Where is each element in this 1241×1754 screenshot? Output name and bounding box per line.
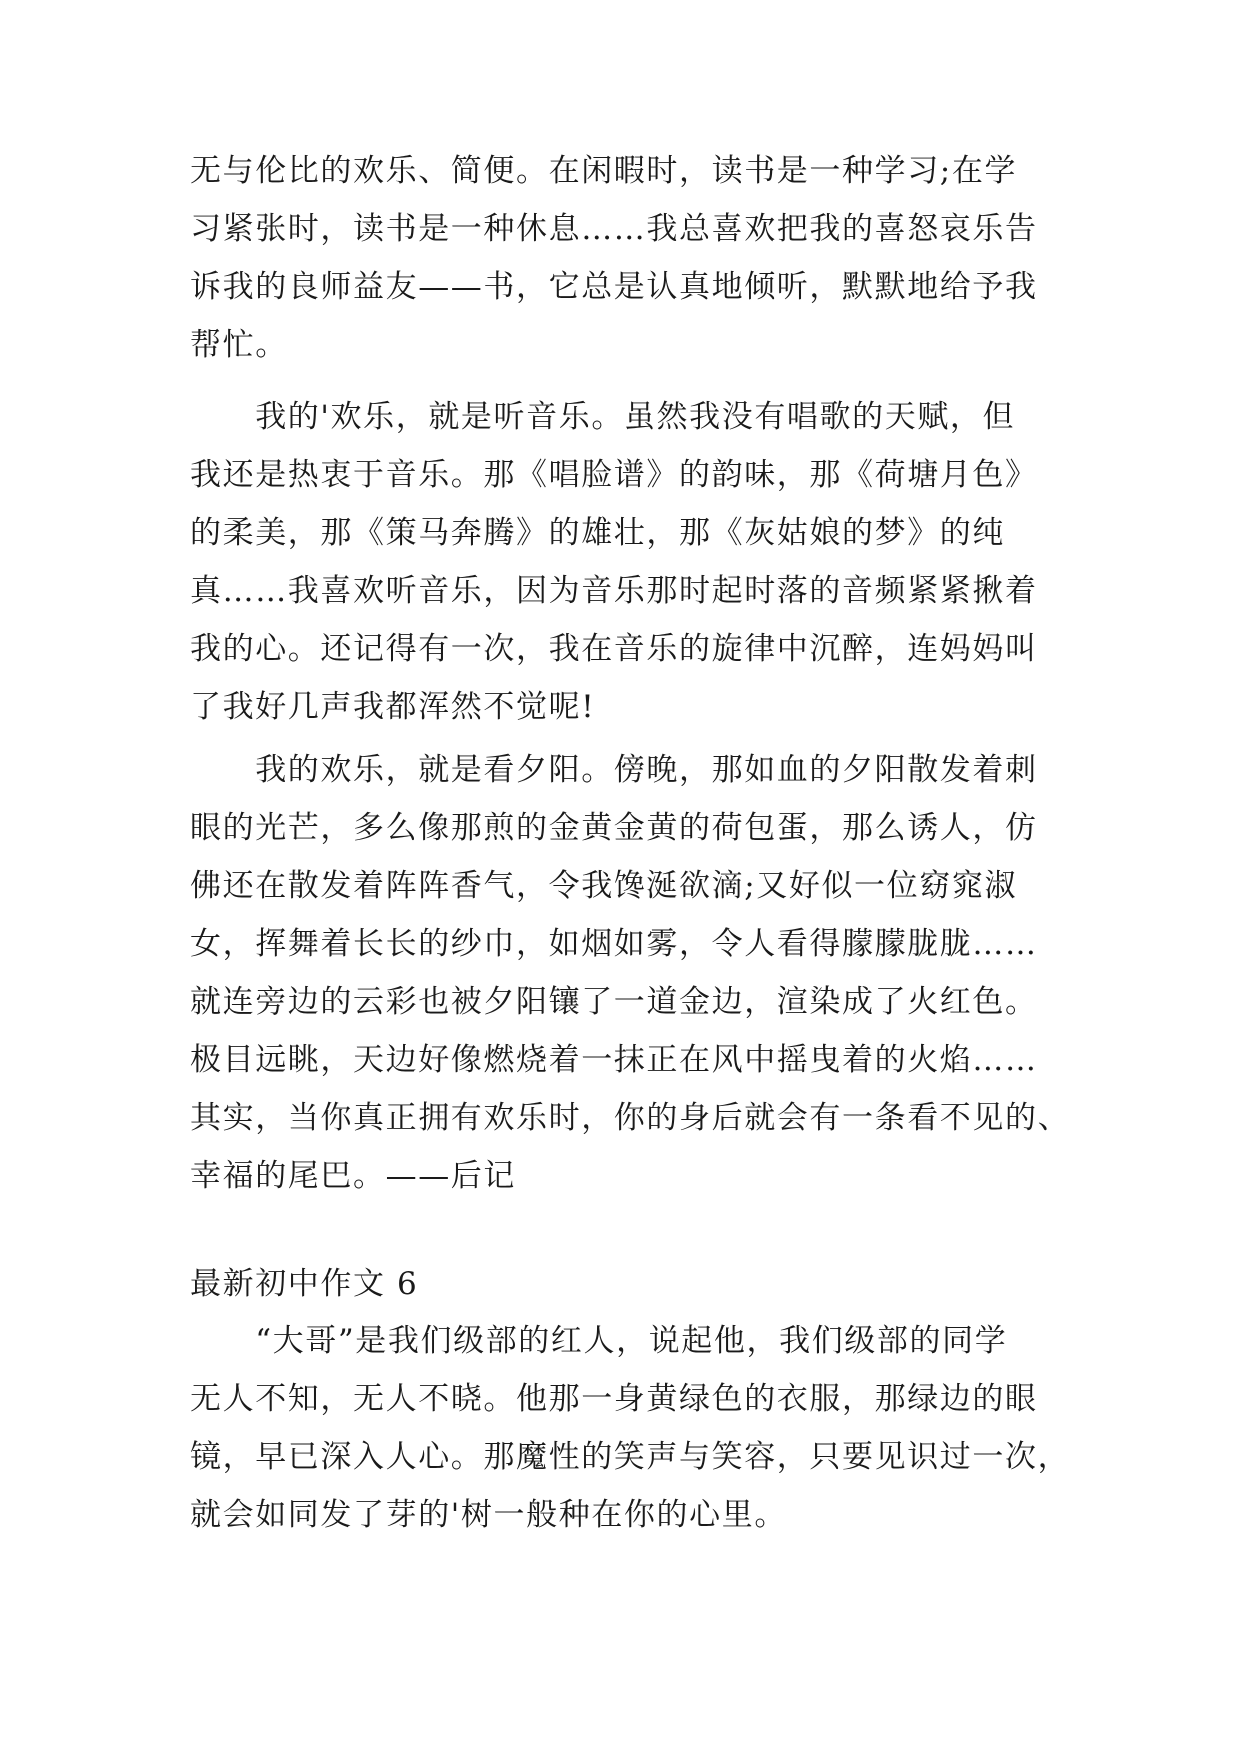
text-line: 就会如同发了芽的'树一般种在你的心里。	[190, 1497, 787, 1533]
text-line: 了我好几声我都浑然不觉呢!	[190, 689, 596, 725]
text-line: 其实，当你真正拥有欢乐时，你的身后就会有一条看不见的、	[190, 1100, 1071, 1136]
text-line: 帮忙。	[190, 327, 288, 363]
section-heading: 最新初中作文 6	[190, 1266, 419, 1302]
text-line: 幸福的尾巴。——后记	[190, 1158, 516, 1194]
text-line: 的柔美，那《策马奔腾》的雄壮，那《灰姑娘的梦》的纯	[190, 515, 1005, 551]
paragraph-first-line: 我的欢乐，就是看夕阳。傍晚，那如血的夕阳散发着刺	[190, 752, 1038, 788]
paragraph-first-line: “大哥”是我们级部的红人，说起他，我们级部的同学	[190, 1323, 1008, 1359]
text-line: 我还是热衷于音乐。那《唱脸谱》的韵味，那《荷塘月色》	[190, 457, 1038, 493]
text-line: 极目远眺，天边好像燃烧着一抹正在风中摇曳着的火焰……	[190, 1042, 1038, 1078]
text-line: 眼的光芒，多么像那煎的金黄金黄的荷包蛋，那么诱人，仿	[190, 810, 1038, 846]
text-line: 女，挥舞着长长的纱巾，如烟如雾，令人看得朦朦胧胧……	[190, 926, 1038, 962]
text-line: 习紧张时，读书是一种休息……我总喜欢把我的喜怒哀乐告	[190, 211, 1038, 247]
text-line: 诉我的良师益友——书，它总是认真地倾听，默默地给予我	[190, 269, 1038, 305]
text-line: 佛还在散发着阵阵香气，令我馋涎欲滴;又好似一位窈窕淑	[190, 868, 1018, 904]
paragraph-first-line: 我的'欢乐，就是听音乐。虽然我没有唱歌的天赋，但	[190, 399, 1016, 435]
text-line: 镜，早已深入人心。那魔性的笑声与笑容，只要见识过一次，	[190, 1439, 1071, 1475]
text-line: 我的心。还记得有一次，我在音乐的旋律中沉醉，连妈妈叫	[190, 631, 1038, 667]
text-line: 就连旁边的云彩也被夕阳镶了一道金边，渲染成了火红色。	[190, 984, 1038, 1020]
text-line: 真……我喜欢听音乐，因为音乐那时起时落的音频紧紧揪着	[190, 573, 1038, 609]
text-line: 无人不知，无人不晓。他那一身黄绿色的衣服，那绿边的眼	[190, 1381, 1038, 1417]
text-line: 无与伦比的欢乐、简便。在闲暇时，读书是一种学习;在学	[190, 153, 1018, 189]
